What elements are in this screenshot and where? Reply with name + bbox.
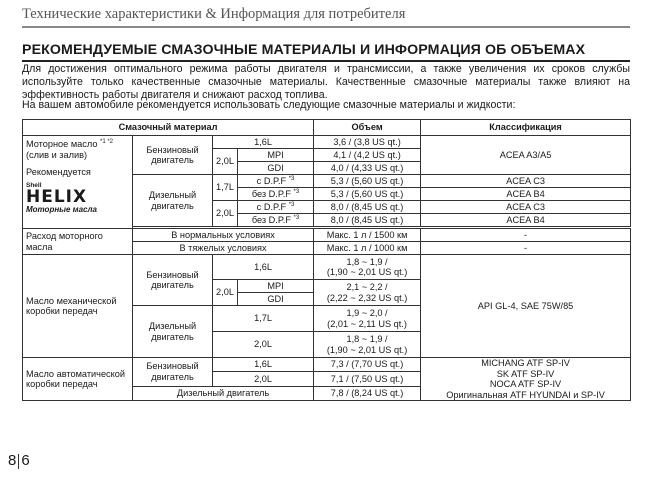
manual-d20-vol1: 1,8 ~ 1,9 / xyxy=(346,334,388,344)
shell-helix-logo xyxy=(26,182,129,214)
auto-class-4: Оригинальная ATF HYUNDAI и SP-IV xyxy=(446,389,605,400)
consumption-heavy-class: - xyxy=(421,242,631,255)
d17-without-class: ACEA B4 xyxy=(421,188,631,201)
engine-gdi: GDI xyxy=(238,162,314,175)
consumption-normal-volume: Макс. 1 л / 1500 км xyxy=(314,229,421,242)
manual-17-vol1: 1,9 ~ 2,0 / xyxy=(346,308,388,318)
engine-oil-diesel: Дизельный двигатель xyxy=(133,175,213,227)
manual-d20-vol2: (1,90 ~ 2,01 US qt.) xyxy=(326,344,408,355)
engine-oil-note: *1 *2 xyxy=(100,138,114,145)
logo-shell-text: Shell xyxy=(26,181,42,189)
consumption-label: Расход моторного масла xyxy=(23,229,133,255)
engine-mpi: MPI xyxy=(238,149,314,162)
intro-paragraph: Для достижения оптимального режима работы двигателя и трансмиссии, а также увеличения их сроков службы используйте только качественные смазочные материалы. Качественные смазочные материалы также влияют на эффективность работы двигателя и снижают расход топлива. xyxy=(22,63,630,101)
header-material: Смазочный материал xyxy=(23,120,314,136)
d20-with-volume: 8,0 / (8,45 US qt.) xyxy=(314,201,421,214)
page-chapter: 8 xyxy=(8,452,17,469)
logo-subtitle: Моторные масла xyxy=(26,204,97,214)
manual-petrol: Бензиновый двигатель xyxy=(133,255,213,306)
engine-gdi-volume: 4,0 / (4,33 US qt.) xyxy=(314,162,421,175)
d17-without-volume: 5,3 / (5,60 US qt.) xyxy=(314,188,421,201)
table-header-row xyxy=(23,120,631,136)
auto-diesel: Дизельный двигатель xyxy=(133,386,314,400)
consumption-normal-class: - xyxy=(421,229,631,242)
manual-diesel: Дизельный двигатель xyxy=(133,306,213,358)
header-volume: Объем xyxy=(314,120,421,136)
engine-mpi-volume: 4,1 / (4,2 US qt.) xyxy=(314,149,421,162)
auto-diesel-volume: 7,8 / (8,24 US qt.) xyxy=(314,386,421,400)
engine-oil-label2: (слив и залив) xyxy=(26,149,88,160)
consumption-heavy-volume: Макс. 1 л / 1000 км xyxy=(314,242,421,255)
intro-line: На вашем автомобиле рекомендуется использовать следующие смазочные материалы и жидкости: xyxy=(22,99,516,111)
section-title: РЕКОМЕНДУЕМЫЕ СМАЗОЧНЫЕ МАТЕРИАЛЫ И ИНФОРМАЦИЯ ОБ ОБЪЕМАХ xyxy=(22,42,586,58)
section-divider xyxy=(22,60,630,62)
manual-label: Масло механической коробки передач xyxy=(23,255,133,358)
dpf-without: без D.P.F xyxy=(251,188,291,199)
manual-16: 1,6L xyxy=(213,255,314,280)
dpf-with: с D.P.F xyxy=(256,175,287,186)
auto-label: Масло автоматической коробки передач xyxy=(23,358,133,401)
auto-20: 2,0L xyxy=(213,372,314,386)
dpf-note: *3 xyxy=(293,188,300,195)
manual-16-vol1: 1,8 ~ 1,9 / xyxy=(346,256,388,267)
auto-class-3: NOCA ATF SP-IV xyxy=(489,379,562,389)
table-row xyxy=(23,136,631,149)
header-divider xyxy=(22,26,630,28)
diesel-17: 1,7L xyxy=(213,175,238,201)
d20-without-class: ACEA B4 xyxy=(421,214,631,227)
manual-20: 2,0L xyxy=(213,280,238,306)
manual-20-vol2: (2,22 ~ 2,32 US qt.) xyxy=(326,292,408,303)
auto-16: 1,6L xyxy=(213,358,314,372)
d17-with-volume: 5,3 / (5,60 US qt.) xyxy=(314,175,421,188)
page-index: 6 xyxy=(21,452,30,469)
engine-oil-cell xyxy=(23,136,133,229)
dpf-note: *3 xyxy=(288,175,295,182)
engine-petrol-class: ACEA A3/A5 xyxy=(421,136,631,175)
dpf-note: *3 xyxy=(288,201,295,208)
logo-helix-text: HELIX xyxy=(26,186,88,207)
manual-gdi: GDI xyxy=(238,293,314,306)
engine-oil-label: Моторное масло xyxy=(26,139,98,149)
dpf-note: *3 xyxy=(293,214,300,221)
dpf-with: с D.P.F xyxy=(256,201,287,212)
manual-17-vol2: (2,01 ~ 2,11 US qt.) xyxy=(327,318,407,329)
manual-16-vol2: (1,90 ~ 2,01 US qt.) xyxy=(326,267,408,277)
manual-class: API GL-4, SAE 75W/85 xyxy=(421,255,631,358)
d20-with-class: ACEA C3 xyxy=(421,201,631,214)
header-classification: Классификация xyxy=(421,120,631,136)
recommend-label: Рекомендуется xyxy=(26,167,91,177)
d17-with-class: ACEA C3 xyxy=(421,175,631,188)
auto-16-volume: 7,3 / (7,70 US qt.) xyxy=(314,358,421,372)
manual-20-vol1: 2,1 ~ 2,2 / xyxy=(346,282,388,292)
engine-oil-petrol: Бензиновый двигатель xyxy=(133,136,213,175)
lubricants-table xyxy=(22,119,631,401)
dpf-without: без D.P.F xyxy=(251,214,291,225)
page-number xyxy=(8,452,30,469)
auto-petrol: Бензиновый двигатель xyxy=(133,358,213,387)
consumption-normal: В нормальных условиях xyxy=(133,229,314,242)
auto-class-1: MICHANG ATF SP-IV xyxy=(481,358,570,368)
manual-mpi: MPI xyxy=(238,280,314,293)
engine-16-volume: 3,6 / (3,8 US qt.) xyxy=(314,136,421,149)
table-row xyxy=(23,255,631,280)
auto-20-volume: 7,1 / (7,50 US qt.) xyxy=(314,372,421,386)
auto-class-2: SK ATF SP-IV xyxy=(496,368,555,379)
manual-d20: 2,0L xyxy=(213,332,314,358)
header-title: Технические характеристики & Информация для потребителя xyxy=(22,6,406,22)
d20-without-volume: 8,0 / (8,45 US qt.) xyxy=(314,214,421,227)
manual-17: 1,7L xyxy=(213,306,314,332)
engine-16: 1,6L xyxy=(213,136,314,149)
page-separator xyxy=(18,454,19,469)
consumption-heavy: В тяжелых условиях xyxy=(133,242,314,255)
table-row xyxy=(23,358,631,372)
engine-20: 2,0L xyxy=(213,149,238,175)
table-row xyxy=(23,229,631,242)
diesel-20: 2,0L xyxy=(213,201,238,227)
